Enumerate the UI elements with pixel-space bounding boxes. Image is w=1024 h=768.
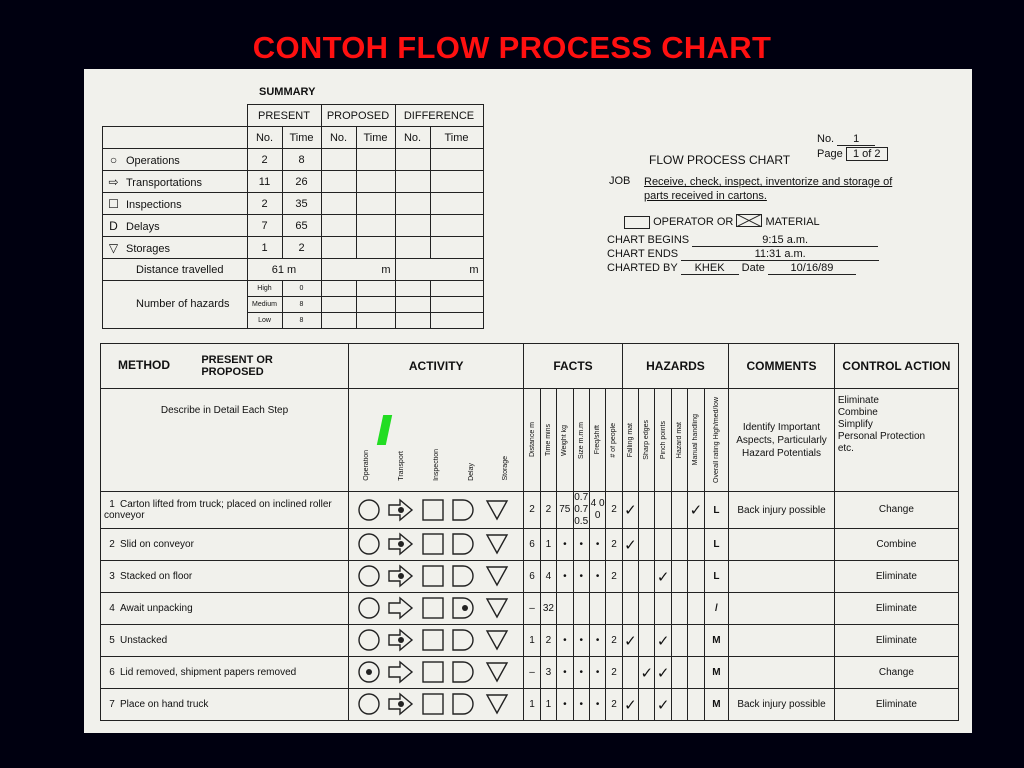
fact-cell: • [589, 689, 605, 721]
facts-header: FACTS [524, 344, 622, 389]
activity-symbols [349, 495, 519, 526]
selected-activity-dot [398, 701, 404, 707]
summary-present-time: 2 [282, 237, 321, 259]
hazard-rating: M [704, 625, 729, 657]
fact-cell: • [573, 689, 589, 721]
control-action-cell: Change [834, 657, 958, 689]
summary-present-time: 8 [282, 149, 321, 171]
inspection-icon [423, 500, 443, 520]
hazard-rating: L [704, 492, 729, 529]
comment-cell [729, 561, 835, 593]
hazard-check [622, 657, 638, 689]
activity-cell [349, 689, 524, 721]
hazard-check: ✓ [639, 657, 655, 689]
distance-present: 61 m [247, 259, 321, 281]
comments-subheader: Identify Important Aspects, Particularly Hazard Potentials [729, 389, 835, 492]
hazard-check [671, 593, 687, 625]
chart-title: FLOW PROCESS CHART [649, 153, 791, 167]
summary-present-no: 7 [247, 215, 282, 237]
activity-cell [349, 593, 524, 625]
facts-col: Size m.m.m [573, 389, 589, 492]
fact-cell: 4 0 0 [589, 492, 605, 529]
fact-cell: 6 [524, 561, 540, 593]
activity-cell [349, 492, 524, 529]
step-description: 1 Carton lifted from truck; placed on inclined roller conveyor [101, 492, 349, 529]
hazard-check [639, 689, 655, 721]
activity-symbols [349, 529, 519, 560]
fact-cell: • [589, 561, 605, 593]
summary-group-difference: DIFFERENCE [395, 105, 483, 127]
inspection-icon [423, 662, 443, 682]
hazard-rating: / [704, 593, 729, 625]
selected-activity-dot [366, 669, 372, 675]
hazard-check [688, 657, 704, 689]
summary-row [103, 149, 484, 171]
fact-cell: 32 [540, 593, 556, 625]
activity-symbols [349, 593, 519, 624]
hazard-check [671, 625, 687, 657]
hazard-check [671, 689, 687, 721]
activity-cell [349, 529, 524, 561]
hazards-header: HAZARDS [622, 344, 729, 389]
fact-cell: • [557, 561, 573, 593]
hazard-row [103, 281, 484, 297]
summary-row-label: Transportations [126, 176, 203, 189]
fact-cell: – [524, 657, 540, 689]
control-action-cell: Eliminate [834, 561, 958, 593]
activity-subheader [349, 389, 524, 492]
hazard-value: 0 [282, 281, 321, 297]
activity-col-label: Transport [397, 451, 405, 481]
activity-header: ACTIVITY [349, 344, 524, 389]
table-row [101, 529, 959, 561]
inspection-icon [423, 566, 443, 586]
delay-icon [453, 534, 473, 554]
transport-icon [389, 662, 412, 682]
summary-row-label: Storages [126, 242, 171, 255]
fact-cell: 1 [524, 625, 540, 657]
fact-cell: 2 [606, 492, 622, 529]
distance-proposed: m [321, 259, 395, 281]
summary-present-time: 26 [282, 171, 321, 193]
operation-icon [359, 566, 379, 586]
summary-table [102, 104, 484, 329]
slide-title: CONTOH FLOW PROCESS CHART [252, 30, 772, 65]
operation-icon [359, 630, 379, 650]
comment-cell: Back injury possible [729, 689, 835, 721]
hazard-rating: M [704, 689, 729, 721]
fact-cell: • [589, 657, 605, 689]
hazard-check [639, 529, 655, 561]
summary-row [103, 193, 484, 215]
hazard-level: Medium [247, 297, 282, 313]
hazard-col: Falling mat [622, 389, 638, 492]
summary-col: No. [395, 127, 430, 149]
hazard-check [622, 561, 638, 593]
activity-cell [349, 561, 524, 593]
summary-group-proposed: PROPOSED [321, 105, 395, 127]
table-body [101, 492, 959, 721]
hazard-rating: L [704, 561, 729, 593]
fact-cell: 2 [606, 561, 622, 593]
fact-cell: • [557, 657, 573, 689]
hazard-check [639, 625, 655, 657]
material-box-icon [736, 214, 762, 230]
chart-page: Page 1 of 2 [817, 147, 888, 161]
step-description: 2 Slid on conveyor [101, 529, 349, 561]
hazard-col: Hazard mat [671, 389, 687, 492]
fact-cell: • [557, 529, 573, 561]
fact-cell [557, 593, 573, 625]
hazard-check [688, 593, 704, 625]
comments-header: COMMENTS [729, 344, 835, 389]
activity-cell [349, 625, 524, 657]
control-action-header: CONTROL ACTION [834, 344, 958, 389]
hazard-value: 8 [282, 297, 321, 313]
fact-cell: • [573, 561, 589, 593]
fact-cell: 0.7 0.7 0.5 [574, 492, 589, 527]
fact-cell: 2 [606, 689, 622, 721]
inspection-icon [423, 694, 443, 714]
storage-icon [487, 535, 507, 553]
fact-cell: • [557, 689, 573, 721]
operation-icon [359, 500, 379, 520]
activity-symbols [349, 657, 519, 688]
selected-activity-dot [398, 573, 404, 579]
charted-by: CHARTED BY KHEK Date 10/16/89 [607, 262, 856, 275]
hazard-rating: M [704, 657, 729, 689]
storage-icon [487, 631, 507, 649]
activity-symbols [349, 561, 519, 592]
activity-symbols [349, 625, 519, 656]
fact-cell [606, 593, 622, 625]
fact-cell: 2 [524, 492, 540, 529]
activity-symbols [349, 689, 519, 720]
fact-cell: 4 [540, 561, 556, 593]
chart-begins: CHART BEGINS 9:15 a.m. [607, 234, 891, 247]
summary-col: Time [430, 127, 483, 149]
storage-icon [487, 501, 507, 519]
hazard-check [671, 657, 687, 689]
hazard-level: High [247, 281, 282, 297]
control-action-cell: Combine [834, 529, 958, 561]
distance-difference: m [395, 259, 483, 281]
hazard-col: Overall rating High/med/low [704, 389, 729, 492]
delay-icon [453, 662, 473, 682]
fact-cell [589, 593, 605, 625]
transport-icon [389, 598, 412, 618]
delay-icon: D [109, 218, 118, 233]
table-row [101, 625, 959, 657]
control-action-cell: Change [834, 492, 958, 529]
hazard-check: ✓ [655, 657, 671, 689]
hazard-check: ✓ [655, 561, 671, 593]
facts-col: Freq/shift [589, 389, 605, 492]
hazard-check [671, 561, 687, 593]
control-action-cell: Eliminate [834, 593, 958, 625]
inspection-icon [423, 630, 443, 650]
inspection-icon [423, 598, 443, 618]
describe-label: Describe in Detail Each Step [101, 389, 349, 492]
operation-icon [359, 694, 379, 714]
hazard-check: ✓ [622, 529, 638, 561]
hazard-check [655, 529, 671, 561]
hazard-level: Low [247, 313, 282, 329]
fact-cell: 3 [540, 657, 556, 689]
flow-process-table [100, 343, 959, 721]
table-row [101, 689, 959, 721]
summary-row-label: Operations [126, 154, 180, 167]
hazard-col: Sharp edges [639, 389, 655, 492]
summary-present-time: 65 [282, 215, 321, 237]
storage-icon [487, 663, 507, 681]
fact-cell: 2 [540, 625, 556, 657]
fact-cell: 2 [606, 625, 622, 657]
summary-present-time: 35 [282, 193, 321, 215]
hazard-check [688, 689, 704, 721]
fact-cell: 75 [557, 492, 573, 529]
hazard-col: Pinch points [655, 389, 671, 492]
hazard-value: 8 [282, 313, 321, 329]
hazard-check [688, 561, 704, 593]
comment-cell [729, 625, 835, 657]
summary-row-label: Inspections [126, 198, 182, 211]
hazard-check: ✓ [688, 492, 704, 529]
comment-cell [729, 593, 835, 625]
table-row [101, 561, 959, 593]
operator-material-line: OPERATOR OR MATERIAL [624, 214, 820, 230]
square-icon: ☐ [108, 196, 119, 211]
activity-col-label: Inspection [432, 449, 440, 481]
step-description: 6 Lid removed, shipment papers removed [101, 657, 349, 689]
fact-cell: • [589, 625, 605, 657]
operator-box-icon [624, 216, 650, 229]
operation-icon [359, 598, 379, 618]
facts-col: # of people [606, 389, 622, 492]
fact-cell: – [524, 593, 540, 625]
delay-icon [453, 630, 473, 650]
summary-group-present: PRESENT [247, 105, 321, 127]
table-row [101, 492, 959, 529]
summary-row-label: Delays [126, 220, 160, 233]
fact-cell: 1 [540, 529, 556, 561]
hazard-check [622, 593, 638, 625]
summary-col: No. [247, 127, 282, 149]
hazard-check [655, 593, 671, 625]
hazards-label: Number of hazards [103, 281, 248, 329]
comment-cell [729, 657, 835, 689]
summary-present-no: 11 [247, 171, 282, 193]
summary-col: Time [356, 127, 395, 149]
hazard-check [688, 625, 704, 657]
delay-icon [453, 566, 473, 586]
chart-number: No. 1 [817, 133, 875, 146]
summary-row [103, 215, 484, 237]
hazard-check [671, 529, 687, 561]
operation-icon [359, 534, 379, 554]
fact-cell: • [589, 529, 605, 561]
step-description: 3 Stacked on floor [101, 561, 349, 593]
hazard-check [655, 492, 671, 529]
step-description: 5 Unstacked [101, 625, 349, 657]
comment-cell [729, 529, 835, 561]
delay-icon [453, 694, 473, 714]
job-label: JOB [609, 175, 631, 187]
summary-row [103, 171, 484, 193]
hazard-check: ✓ [622, 492, 638, 529]
fact-cell: 6 [524, 529, 540, 561]
fact-cell: • [573, 625, 589, 657]
table-row [101, 657, 959, 689]
hazard-check: ✓ [655, 625, 671, 657]
chart-ends: CHART ENDS 11:31 a.m. [607, 248, 891, 261]
fact-cell: • [557, 625, 573, 657]
step-description: 4 Await unpacking [101, 593, 349, 625]
fact-cell: • [573, 529, 589, 561]
comment-cell: Back injury possible [729, 492, 835, 529]
hazard-rating: L [704, 529, 729, 561]
selected-activity-dot [462, 605, 468, 611]
summary-distance-row [103, 259, 484, 281]
hazard-check [639, 492, 655, 529]
hazard-check [639, 561, 655, 593]
fact-cell: 2 [540, 492, 556, 529]
summary-caption: SUMMARY [259, 86, 316, 98]
control-action-cell: Eliminate [834, 689, 958, 721]
fact-cell: 2 [606, 529, 622, 561]
activity-col-label: Operation [362, 450, 370, 481]
fact-cell [573, 593, 589, 625]
inspection-icon [423, 534, 443, 554]
job-text: Receive, check, inspect, inventorize and storage of parts received in cartons. [644, 176, 893, 202]
hazard-check [639, 593, 655, 625]
circle-icon: ○ [109, 152, 118, 167]
summary-present-no: 2 [247, 193, 282, 215]
control-action-cell: Eliminate [834, 625, 958, 657]
table-row [101, 593, 959, 625]
summary-col: No. [321, 127, 356, 149]
activity-col-label: Storage [502, 456, 510, 481]
summary-present-no: 2 [247, 149, 282, 171]
arrow-icon: ⇨ [108, 174, 119, 189]
fact-cell: 1 [524, 689, 540, 721]
facts-col: Weight kg [557, 389, 573, 492]
selected-activity-dot [398, 541, 404, 547]
storage-icon [487, 567, 507, 585]
summary-row [103, 237, 484, 259]
facts-col: Time mins [540, 389, 556, 492]
hazard-check [671, 492, 687, 529]
fact-cell: 2 [606, 657, 622, 689]
step-description: 7 Place on hand truck [101, 689, 349, 721]
hazard-check: ✓ [622, 625, 638, 657]
flow-process-chart-document [84, 69, 972, 733]
storage-icon [487, 695, 507, 713]
summary-col: Time [282, 127, 321, 149]
control-options: Eliminate Combine Simplify Personal Protection etc. [834, 389, 958, 492]
fact-cell: • [573, 657, 589, 689]
triangle-icon: ▽ [108, 240, 119, 255]
delay-icon [453, 500, 473, 520]
method-header: METHOD PRESENT OR PROPOSED [101, 344, 349, 389]
selected-activity-dot [398, 507, 404, 513]
hazard-col: Manual handling [688, 389, 704, 492]
fact-cell: 1 [540, 689, 556, 721]
distance-label: Distance travelled [103, 259, 248, 281]
facts-col: Distance m [524, 389, 540, 492]
activity-col-label: Delay [467, 463, 475, 481]
hazard-check: ✓ [622, 689, 638, 721]
hazard-check [688, 529, 704, 561]
storage-icon [487, 599, 507, 617]
selected-activity-dot [398, 637, 404, 643]
hazard-check: ✓ [655, 689, 671, 721]
summary-present-no: 1 [247, 237, 282, 259]
activity-cell [349, 657, 524, 689]
